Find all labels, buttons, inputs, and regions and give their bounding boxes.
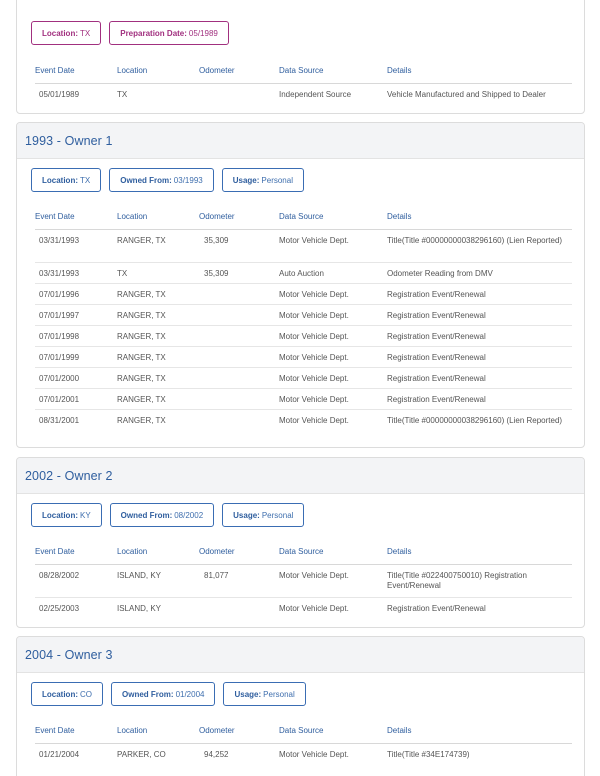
cell-source: Motor Vehicle Dept. <box>279 604 349 613</box>
header-odometer: Odometer <box>199 547 235 556</box>
badge-value: Personal <box>261 175 293 185</box>
badge-label: Location: <box>42 28 78 38</box>
header-location: Location <box>117 66 148 75</box>
location-badge <box>31 168 101 192</box>
badge-label: Owned From: <box>120 510 173 520</box>
cell-location: ISLAND, KY <box>117 571 162 580</box>
table-row <box>35 230 572 263</box>
header-data-source: Data Source <box>279 212 324 221</box>
header-details: Details <box>387 212 412 221</box>
cell-details: Registration Event/Renewal <box>387 353 486 362</box>
history-table <box>35 718 572 768</box>
header-event-date: Event Date <box>35 212 75 221</box>
badge-value: CO <box>80 689 92 699</box>
table-row <box>35 565 572 598</box>
cell-source: Motor Vehicle Dept. <box>279 236 349 245</box>
badge-value: Personal <box>261 510 294 520</box>
cell-source: Motor Vehicle Dept. <box>279 750 349 759</box>
badge-value: 03/1993 <box>173 175 203 185</box>
badge-label: Owned From: <box>120 175 172 185</box>
cell-odometer: 35,309 <box>204 269 229 278</box>
badge-label: Location: <box>42 175 78 185</box>
table-row <box>35 263 572 284</box>
cell-source: Motor Vehicle Dept. <box>279 571 349 580</box>
cell-location: RANGER, TX <box>117 374 166 383</box>
table-row <box>35 284 572 305</box>
cell-location: TX <box>117 90 128 99</box>
cell-date: 07/01/2000 <box>39 374 80 383</box>
table-row <box>35 744 572 768</box>
card-header <box>17 123 584 159</box>
cell-date: 02/25/2003 <box>39 604 80 613</box>
header-location: Location <box>117 212 148 221</box>
owner-title: 2004 - Owner 3 <box>25 647 113 662</box>
cell-date: 07/01/1996 <box>39 290 80 299</box>
cell-location: RANGER, TX <box>117 311 166 320</box>
badge-label: Preparation Date: <box>120 28 187 38</box>
badge-label: Usage: <box>232 175 260 185</box>
owned-from-badge <box>110 503 214 527</box>
owned-from-badge <box>111 682 215 706</box>
owned-from-badge <box>109 168 213 192</box>
cell-date: 07/01/1998 <box>39 332 80 341</box>
location-badge <box>31 21 101 45</box>
cell-details: Title(Title #00000000038296160) (Lien Reported) <box>387 416 563 425</box>
table-row <box>35 326 572 347</box>
badge-group <box>31 682 306 706</box>
cell-source: Motor Vehicle Dept. <box>279 395 349 404</box>
header-odometer: Odometer <box>199 66 235 75</box>
header-data-source: Data Source <box>279 66 324 75</box>
table-header <box>35 718 572 744</box>
cell-source: Motor Vehicle Dept. <box>279 353 349 362</box>
badge-label: Owned From: <box>122 689 174 699</box>
badge-value: TX <box>80 175 91 185</box>
cell-date: 07/01/1999 <box>39 353 80 362</box>
header-details: Details <box>387 66 412 75</box>
cell-details: Title(Title #34E174739) <box>387 750 470 759</box>
cell-details: Title(Title #00000000038296160) (Lien Reported) <box>387 236 563 245</box>
badge-label: Location: <box>42 510 78 520</box>
table-row <box>35 84 572 108</box>
cell-location: TX <box>117 269 128 278</box>
header-odometer: Odometer <box>199 212 235 221</box>
badge-value: TX <box>80 28 91 38</box>
cell-location: ISLAND, KY <box>117 604 162 613</box>
history-table <box>35 539 572 622</box>
header-details: Details <box>387 547 412 556</box>
header-event-date: Event Date <box>35 66 75 75</box>
cell-location: PARKER, CO <box>117 750 166 759</box>
header-data-source: Data Source <box>279 547 324 556</box>
location-badge <box>31 503 102 527</box>
usage-badge <box>223 682 305 706</box>
header-odometer: Odometer <box>199 726 235 735</box>
card-header <box>17 637 584 673</box>
history-table <box>35 204 572 443</box>
badge-value: 08/2002 <box>174 510 204 520</box>
cell-date: 07/01/2001 <box>39 395 80 404</box>
cell-date: 05/01/1989 <box>39 90 80 99</box>
cell-source: Independent Source <box>279 90 352 99</box>
cell-details: Registration Event/Renewal <box>387 332 486 341</box>
usage-badge <box>222 168 304 192</box>
table-row <box>35 598 572 622</box>
table-row <box>35 305 572 326</box>
history-card-preparation <box>16 0 585 114</box>
cell-source: Motor Vehicle Dept. <box>279 374 349 383</box>
cell-details: Registration Event/Renewal <box>387 374 486 383</box>
cell-odometer: 35,309 <box>204 236 229 245</box>
header-details: Details <box>387 726 412 735</box>
table-header <box>35 539 572 565</box>
badge-value: 05/1989 <box>188 28 218 38</box>
cell-date: 08/28/2002 <box>39 571 80 580</box>
badge-group <box>31 168 304 192</box>
table-row <box>35 347 572 368</box>
cell-date: 03/31/1993 <box>39 236 80 245</box>
cell-location: RANGER, TX <box>117 395 166 404</box>
cell-source: Auto Auction <box>279 269 324 278</box>
badge-value: 01/2004 <box>175 689 205 699</box>
badge-group <box>31 21 229 45</box>
cell-details: Registration Event/Renewal <box>387 604 486 613</box>
table-header <box>35 58 572 84</box>
cell-location: RANGER, TX <box>117 236 166 245</box>
header-event-date: Event Date <box>35 726 75 735</box>
usage-badge <box>222 503 304 527</box>
owner-title: 2002 - Owner 2 <box>25 468 113 483</box>
header-data-source: Data Source <box>279 726 324 735</box>
table-header <box>35 204 572 230</box>
cell-date: 08/31/2001 <box>39 416 80 425</box>
cell-source: Motor Vehicle Dept. <box>279 311 349 320</box>
cell-details: Registration Event/Renewal <box>387 395 486 404</box>
badge-label: Location: <box>42 689 78 699</box>
header-event-date: Event Date <box>35 547 75 556</box>
cell-details: Registration Event/Renewal <box>387 290 486 299</box>
cell-date: 03/31/1993 <box>39 269 80 278</box>
cell-location: RANGER, TX <box>117 332 166 341</box>
badge-value: Personal <box>263 689 295 699</box>
cell-location: RANGER, TX <box>117 416 166 425</box>
cell-date: 07/01/1997 <box>39 311 80 320</box>
header-location: Location <box>117 726 148 735</box>
cell-source: Motor Vehicle Dept. <box>279 332 349 341</box>
table-row <box>35 368 572 389</box>
badge-label: Usage: <box>233 510 260 520</box>
cell-location: RANGER, TX <box>117 290 166 299</box>
owner-card-2 <box>16 457 585 628</box>
cell-source: Motor Vehicle Dept. <box>279 290 349 299</box>
history-table <box>35 58 572 108</box>
location-badge <box>31 682 103 706</box>
table-row <box>35 410 572 443</box>
badge-label: Usage: <box>234 689 262 699</box>
badge-value: KY <box>80 510 91 520</box>
cell-details: Title(Title #022400750010) Registration Event/Renewal <box>387 571 527 590</box>
header-location: Location <box>117 547 148 556</box>
badge-group <box>31 503 304 527</box>
cell-location: RANGER, TX <box>117 353 166 362</box>
table-row <box>35 389 572 410</box>
preparation-date-badge <box>109 21 229 45</box>
cell-odometer: 81,077 <box>204 571 229 580</box>
cell-details: Registration Event/Renewal <box>387 311 486 320</box>
card-header <box>17 458 584 494</box>
owner-card-3 <box>16 636 585 776</box>
cell-date: 01/21/2004 <box>39 750 80 759</box>
cell-odometer: 94,252 <box>204 750 229 759</box>
cell-details: Vehicle Manufactured and Shipped to Dealer <box>387 90 546 99</box>
cell-details: Odometer Reading from DMV <box>387 269 493 278</box>
owner-title: 1993 - Owner 1 <box>25 133 113 148</box>
cell-source: Motor Vehicle Dept. <box>279 416 349 425</box>
owner-card-1 <box>16 122 585 448</box>
